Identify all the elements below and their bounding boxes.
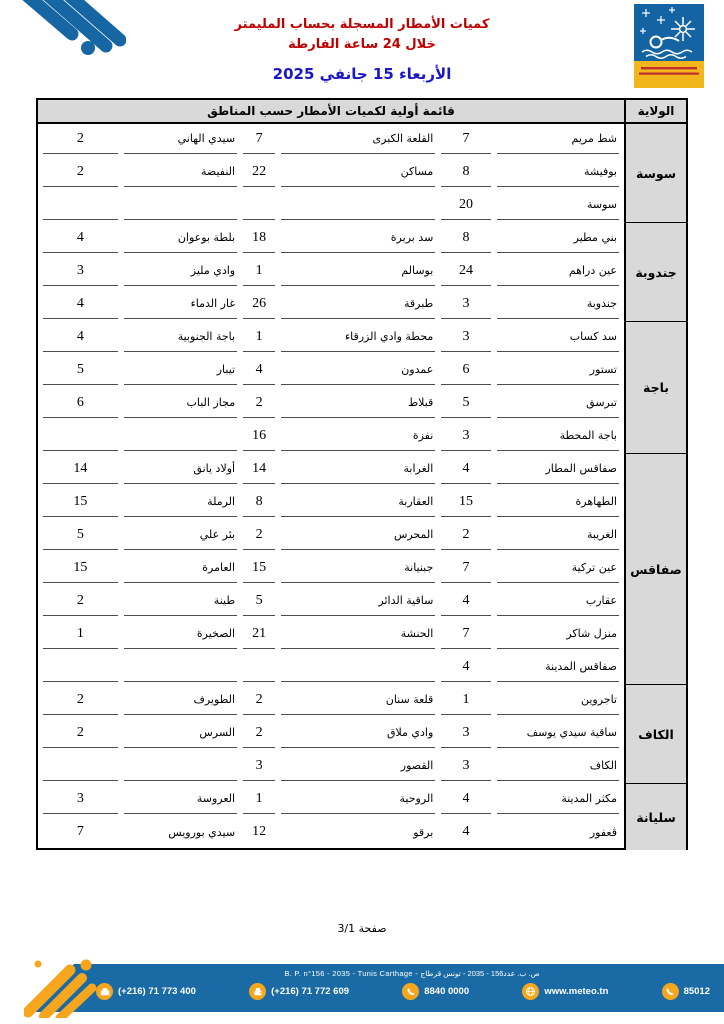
station-name: الطويرف — [124, 685, 237, 715]
station-name: باجة المحطة — [497, 421, 619, 451]
station-name: شط مريم — [497, 124, 619, 154]
table-row — [38, 289, 624, 322]
table-header-row — [38, 100, 686, 124]
table-body — [38, 124, 686, 850]
governorate-group — [38, 454, 686, 685]
station-name: الحنشة — [281, 619, 435, 649]
station-value: 4 — [462, 824, 470, 839]
station-value: 2 — [43, 124, 118, 154]
table-row — [38, 586, 624, 619]
footer-stripes-decoration — [24, 956, 120, 1018]
station-name: سيدي بورويس — [168, 825, 236, 839]
table-row — [38, 421, 624, 454]
station-name: صفاقس المطار — [497, 454, 619, 484]
table-row — [38, 322, 624, 355]
station-name: المحرس — [281, 520, 435, 550]
contact-item — [522, 983, 608, 1000]
station-name: قلعة سنان — [281, 685, 435, 715]
station-name: سد كساب — [497, 322, 619, 352]
station-name — [124, 190, 237, 220]
station-name: الروحية — [281, 784, 435, 814]
station-value: 1 — [243, 784, 275, 814]
station-name: تبرسق — [497, 388, 619, 418]
station-value — [243, 652, 275, 682]
station-value: 2 — [43, 685, 118, 715]
station-name: مساكن — [281, 157, 435, 187]
station-value: 2 — [243, 520, 275, 550]
group-rows — [38, 322, 624, 454]
station-value: 4 — [441, 586, 490, 616]
station-value: 15 — [43, 553, 118, 583]
footer-bar — [30, 964, 724, 1012]
station-name: تاجروين — [497, 685, 619, 715]
station-value: 2 — [43, 157, 118, 187]
station-name — [124, 652, 237, 682]
table-row — [38, 454, 624, 487]
station-name: ساقية الدائر — [281, 586, 435, 616]
governorate-group — [38, 322, 686, 454]
station-value: 1 — [441, 685, 490, 715]
station-value: 8 — [441, 157, 490, 187]
station-name: الطهاهرة — [497, 487, 619, 517]
station-name — [281, 652, 435, 682]
station-value: 2 — [243, 718, 275, 748]
station-value: 6 — [43, 388, 118, 418]
fax-icon — [249, 983, 266, 1000]
contact-text: (+216) 71 772 609 — [271, 986, 350, 997]
station-value: 4 — [441, 652, 490, 682]
station-name: جندوبة — [497, 289, 619, 319]
station-name: نفزة — [281, 421, 435, 451]
station-value: 4 — [243, 355, 275, 385]
station-name: الرملة — [124, 487, 237, 517]
station-value: 21 — [243, 619, 275, 649]
group-rows — [38, 124, 624, 223]
table-row — [38, 619, 624, 652]
station-name: النفيضة — [124, 157, 237, 187]
station-value: 5 — [441, 388, 490, 418]
station-value: 18 — [243, 223, 275, 253]
station-value: 7 — [76, 824, 84, 839]
address-line: B. P. n°156 - 2035 - Tunis Carthage - ص. ب. عدد156 - 2035 - تونس قرطاج — [284, 969, 540, 978]
station-name: ساقية سيدي يوسف — [497, 718, 619, 748]
station-value: 3 — [243, 751, 275, 781]
station-value: 1 — [43, 619, 118, 649]
station-value: 15 — [43, 487, 118, 517]
table-row — [38, 718, 624, 751]
station-value: 12 — [252, 824, 267, 839]
contact-text: 85012 — [683, 986, 710, 997]
station-name: تيبار — [124, 355, 237, 385]
station-name: طينة — [124, 586, 237, 616]
station-name: الغرابة — [281, 454, 435, 484]
station-value: 1 — [243, 322, 275, 352]
globe-icon — [522, 983, 539, 1000]
station-name: برقو — [413, 825, 434, 839]
station-name: بوفيشة — [497, 157, 619, 187]
station-value: 2 — [43, 718, 118, 748]
station-value: 5 — [243, 586, 275, 616]
station-name: الكاف — [497, 751, 619, 781]
station-name: مجاز الباب — [124, 388, 237, 418]
station-value: 26 — [243, 289, 275, 319]
governorate-group — [38, 124, 686, 223]
page-number: صفحة 3/1 — [337, 922, 387, 935]
governorate-cell: سليانة — [624, 784, 686, 850]
station-name: بئر علي — [124, 520, 237, 550]
governorate-group — [38, 784, 686, 850]
station-name: قبلاط — [281, 388, 435, 418]
station-name — [124, 751, 237, 781]
rainfall-table — [36, 98, 688, 850]
group-rows — [38, 454, 624, 685]
station-value: 1 — [243, 256, 275, 286]
report-title-line1: كميات الأمطار المسجلة بحساب المليمتر — [234, 17, 490, 32]
station-value: 24 — [441, 256, 490, 286]
station-value — [43, 190, 118, 220]
station-name: سوسة — [497, 190, 619, 220]
station-name: الغريبة — [497, 520, 619, 550]
station-value: 16 — [243, 421, 275, 451]
governorate-group — [38, 223, 686, 322]
station-value: 4 — [441, 784, 490, 814]
table-row — [38, 256, 624, 289]
table-row — [38, 223, 624, 256]
station-value: 8 — [441, 223, 490, 253]
table-row — [38, 652, 624, 685]
station-name: العقاربة — [281, 487, 435, 517]
station-name: منزل شاكر — [497, 619, 619, 649]
station-value — [43, 652, 118, 682]
group-rows — [38, 223, 624, 322]
contact-list — [30, 978, 724, 1000]
table-row — [38, 355, 624, 388]
table-row — [38, 784, 624, 817]
station-value — [243, 190, 275, 220]
call-center-icon — [662, 983, 679, 1000]
station-value: 7 — [441, 124, 490, 154]
station-name: القلعة الكبرى — [281, 124, 435, 154]
station-value: 5 — [43, 355, 118, 385]
table-row — [38, 817, 624, 850]
station-value: 3 — [43, 256, 118, 286]
station-value: 14 — [243, 454, 275, 484]
station-value: 4 — [43, 322, 118, 352]
station-name: العامرة — [124, 553, 237, 583]
station-value: 7 — [441, 619, 490, 649]
station-value: 8 — [243, 487, 275, 517]
station-name: بلطة بوعوان — [124, 223, 237, 253]
station-name: عمدون — [281, 355, 435, 385]
station-name: بوسالم — [281, 256, 435, 286]
station-value: 3 — [441, 421, 490, 451]
table-row — [38, 751, 624, 784]
group-rows — [38, 784, 624, 850]
group-rows — [38, 685, 624, 784]
station-name: السرس — [124, 718, 237, 748]
handset-icon — [402, 983, 419, 1000]
station-name: ڨعفور — [589, 825, 617, 839]
station-value: 3 — [441, 289, 490, 319]
table-row — [38, 487, 624, 520]
station-name: أولاد يانق — [124, 454, 237, 484]
station-name: سد بربرة — [281, 223, 435, 253]
station-name: بني مطير — [497, 223, 619, 253]
table-row — [38, 553, 624, 586]
contact-text: 8840 0000 — [424, 986, 470, 997]
station-value: 22 — [243, 157, 275, 187]
station-value: 3 — [43, 784, 118, 814]
station-name: الصخيرة — [124, 619, 237, 649]
station-value: 15 — [243, 553, 275, 583]
station-value: 7 — [243, 124, 275, 154]
station-name: صفاقس المدينة — [497, 652, 619, 682]
station-value: 2 — [441, 520, 490, 550]
report-title-line2: خلال 24 ساعة الفارطة — [288, 36, 436, 52]
report-header — [0, 15, 724, 83]
contact-text: (+216) 71 773 400 — [118, 986, 196, 997]
station-value: 6 — [441, 355, 490, 385]
station-value: 4 — [43, 289, 118, 319]
contact-item — [662, 983, 710, 1000]
contact-text: www.meteo.tn — [544, 986, 609, 997]
inm-emblem-logo — [634, 4, 704, 88]
station-value: 20 — [441, 190, 490, 220]
station-name: عين تركية — [497, 553, 619, 583]
governorate-cell: صفاقس — [624, 454, 686, 685]
station-name — [281, 190, 435, 220]
station-value: 4 — [43, 223, 118, 253]
station-name: عقارب — [497, 586, 619, 616]
station-name: غار الدماء — [124, 289, 237, 319]
station-value: 5 — [43, 520, 118, 550]
station-value: 15 — [441, 487, 490, 517]
station-name: باجة الجنوبية — [124, 322, 237, 352]
table-row — [38, 520, 624, 553]
station-name: سيدي الهاني — [124, 124, 237, 154]
governorate-cell: سوسة — [624, 124, 686, 223]
station-value: 14 — [43, 454, 118, 484]
report-date: الأربعاء 15 جانفي 2025 — [272, 65, 452, 83]
station-value: 2 — [243, 388, 275, 418]
governorate-cell: الكاف — [624, 685, 686, 784]
contact-item — [402, 983, 469, 1000]
station-name: وادي ملاق — [281, 718, 435, 748]
station-value: 2 — [43, 586, 118, 616]
station-name: تستور — [497, 355, 619, 385]
governorate-cell: باجة — [624, 322, 686, 454]
station-name: مكثر المدينة — [497, 784, 619, 814]
station-name: محطة وادي الزرقاء — [281, 322, 435, 352]
station-value — [43, 421, 118, 451]
table-row — [38, 388, 624, 421]
station-name: وادي مليز — [124, 256, 237, 286]
station-name: طبرقة — [281, 289, 435, 319]
table-row — [38, 157, 624, 190]
station-value: 3 — [441, 718, 490, 748]
station-name: العروسة — [124, 784, 237, 814]
governorate-group — [38, 685, 686, 784]
table-row — [38, 685, 624, 718]
station-value — [43, 751, 118, 781]
table-title: قائمة أولية لكميات الأمطار حسب المناطق — [207, 104, 455, 118]
station-name: القصور — [281, 751, 435, 781]
station-name: عين دراهم — [497, 256, 619, 286]
governorate-column-header: الولاية — [624, 100, 686, 122]
station-value: 3 — [441, 322, 490, 352]
station-value: 7 — [441, 553, 490, 583]
station-name: جبنيانة — [281, 553, 435, 583]
governorate-cell: جندوبة — [624, 223, 686, 322]
station-value: 4 — [441, 454, 490, 484]
station-value: 3 — [441, 751, 490, 781]
table-row — [38, 124, 624, 157]
station-value: 2 — [243, 685, 275, 715]
table-row — [38, 190, 624, 223]
station-name — [124, 421, 237, 451]
contact-item — [249, 983, 349, 1000]
